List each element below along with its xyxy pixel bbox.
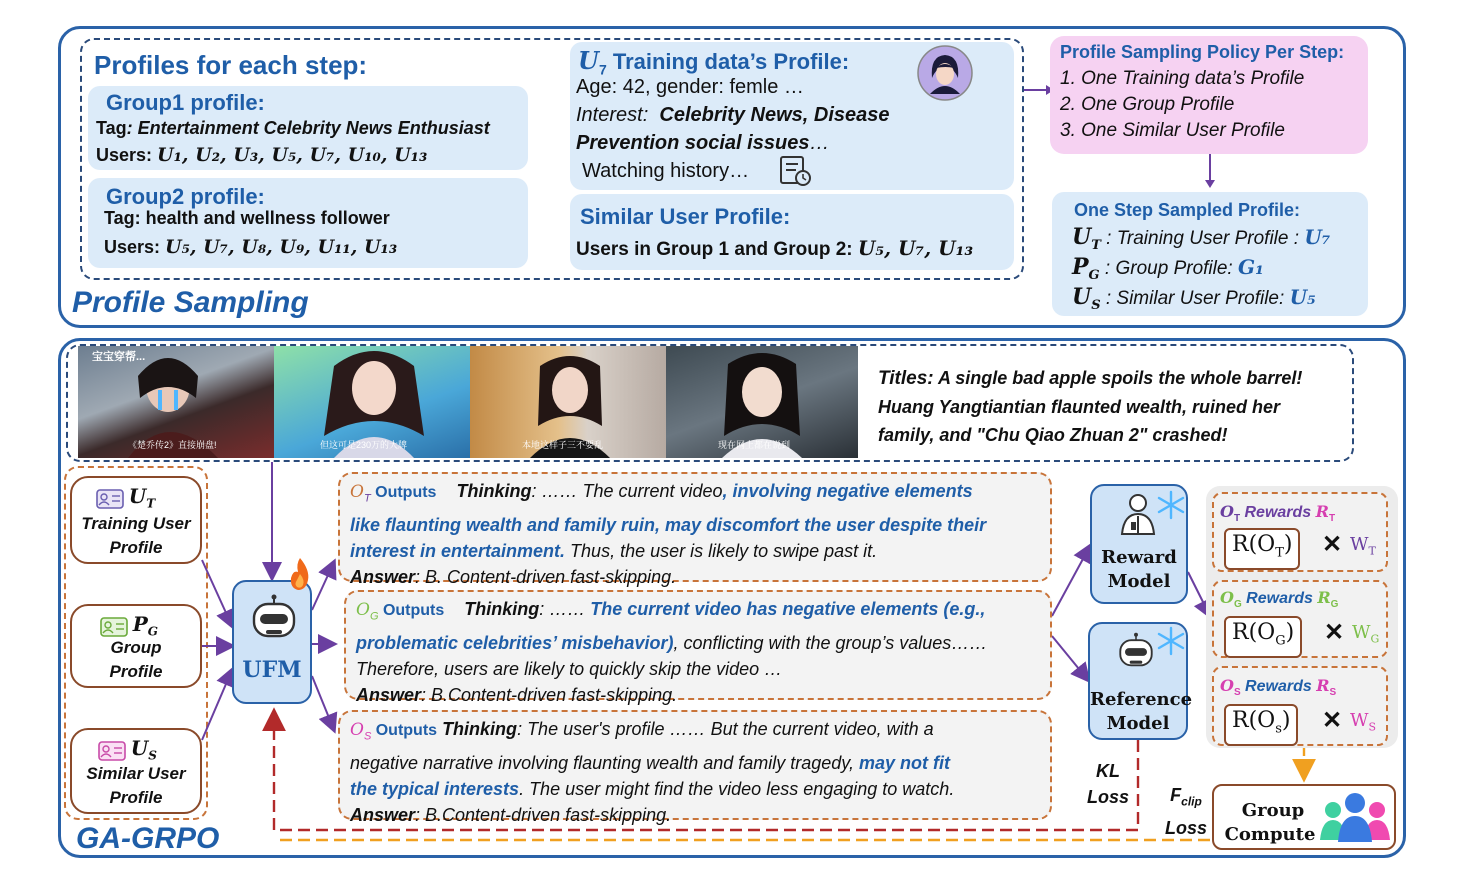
video-titles: Titles: A single bad apple spoils the whole barrel! Huang Yangtiantian flaunted wealth, ruined her family, and "Chu Qiao Zhuan 2" crashed!: [878, 368, 1303, 445]
ga-grpo-title: GA-GRPO: [76, 822, 220, 855]
group1-title: Group1 profile:: [106, 90, 265, 115]
group1-users: Users: U₁, U₂, U₃, U₅, U₇, U₁₀, U₁₃: [96, 144, 428, 166]
thumb-3-caption: 本地这样子三不要乱: [522, 440, 604, 450]
policy-title: Profile Sampling Policy Per Step:: [1060, 42, 1345, 62]
reward-similar-box: $O_S$ Rewards $R_S$ $R(O_s)$ ✕ $W_S$: [1212, 666, 1388, 746]
policy-item-3: 3. One Similar User Profile: [1060, 120, 1285, 141]
thumb-2-caption: 但这可是230万的大牌: [320, 440, 408, 450]
doctor-icon: [1118, 492, 1158, 536]
thumb-4-caption: 现在网上都在说到: [718, 440, 791, 450]
training-watching: Watching history…: [582, 160, 750, 182]
reward-group-box: $O_G$ Rewards $R_G$ $R(O_G)$ ✕ $W_G$: [1212, 580, 1388, 658]
sampled-title: One Step Sampled Profile:: [1074, 200, 1301, 220]
profile-sampling-title: Profile Sampling: [72, 286, 309, 319]
group1-tag: Tag: Entertainment Celebrity News Enthusiast: [96, 118, 490, 138]
training-interest: Interest: Celebrity News, Disease: [576, 104, 890, 126]
group2-title: Group2 profile:: [106, 184, 265, 209]
ufm-model: UFM: [232, 580, 312, 704]
input-group-profile: $P_G$ Group Profile: [70, 604, 202, 688]
kl-loss-label: KL Loss: [1086, 761, 1129, 807]
reward-training-box: $O_T$ Rewards $R_T$ $R(O_T)$ ✕ $W_T$: [1212, 492, 1388, 572]
snowflake-icon: [1156, 626, 1186, 656]
training-interest-2: Prevention social issues…: [576, 132, 830, 154]
similar-users: Users in Group 1 and Group 2: U₅, U₇, U₁₃: [576, 236, 974, 260]
training-age: Age: 42, gender: femle …: [576, 76, 804, 98]
robot-icon: [1114, 632, 1158, 672]
group2-users: Users: U₅, U₇, U₈, U₉, U₁₁, U₁₃: [104, 236, 398, 258]
similar-title: Similar User Profile:: [580, 204, 791, 229]
group2-tag: Tag: health and wellness follower: [104, 208, 390, 228]
sampled-row-training: $U_T$ : Training User Profile : U₇: [1072, 224, 1331, 253]
fclip-loss-label: $F_{clip}$ Loss: [1164, 785, 1207, 838]
profiles-title: Profiles for each step:: [94, 50, 368, 80]
fire-icon: [286, 556, 314, 592]
policy-item-1: 1. One Training data’s Profile: [1060, 68, 1305, 89]
output-training-box: $O_T$ Outputs Thinking: …… The current video, involving negative elements like flaunting wealth and family ruin, may discomfort the user despite their interest in entertainment. Thus, the user is likely to swipe past it. Answer: B. Content-driven fast-skipping.: [338, 472, 1052, 582]
robot-icon: [246, 594, 302, 644]
input-similar-user-profile: $U_S$ Similar User Profile: [70, 728, 202, 814]
output-similar-box: $O_S$ Outputs Thinking: The user's profile …… But the current video, with a negative narrative involving flaunting wealth and family tragedy, may not fit the typical interests. The user might find the video less engaging to watch. Answer: B.Content-driven fast-skipping.: [338, 710, 1052, 820]
sampled-row-similar: $U_S$ : Similar User Profile: U₅: [1072, 284, 1316, 313]
reward-model: Reward Model: [1090, 484, 1188, 604]
sampled-row-group: $P_G$ : Group Profile: G₁: [1072, 254, 1264, 283]
reference-model: Reference Model: [1088, 622, 1188, 740]
output-group-box: $O_G$ Outputs Thinking: …… The current video has negative elements (e.g., problematic celebrities’ misbehavior), conflicting with the group’s values…… Therefore, users are likely to quickly skip the video … Answer: B.Content-driven fast-skipping.: [344, 590, 1052, 700]
thumb-1-top-caption: 宝宝穿帮...: [92, 351, 146, 363]
users-group-icon: [1318, 790, 1392, 844]
training-title: $U_7$ Training data’s Profile:: [578, 46, 850, 78]
snowflake-icon: [1156, 490, 1186, 520]
thumb-1-caption: 《楚乔传2》直接崩盘!: [128, 440, 217, 450]
input-training-user-profile: $U_T$ Training User Profile: [70, 476, 202, 564]
group-compute-box: Group Compute: [1212, 784, 1396, 850]
policy-item-2: 2. One Group Profile: [1060, 94, 1235, 115]
